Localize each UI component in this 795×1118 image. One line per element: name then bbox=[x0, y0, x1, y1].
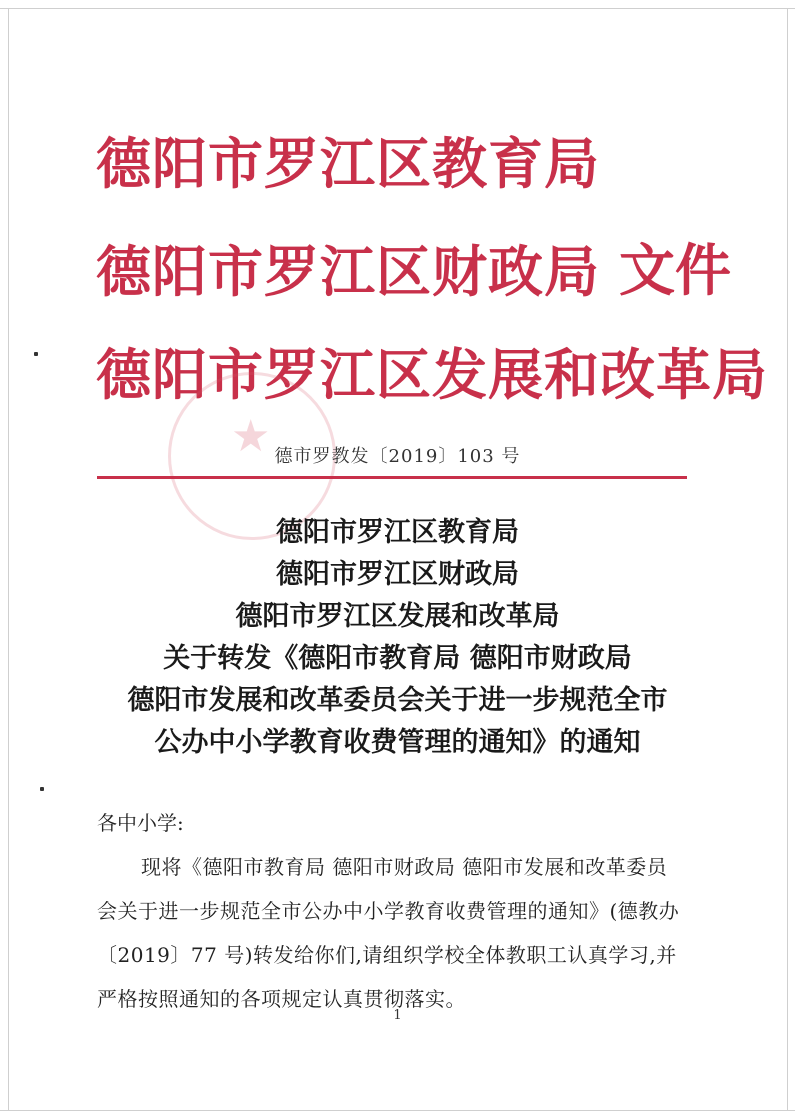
body-line-2: 会关于进一步规范全市公办中小学教育收费管理的通知》(德教办 bbox=[97, 899, 680, 923]
subject-line-6: 公办中小学教育收费管理的通知》的通知 bbox=[154, 727, 641, 758]
header-document-suffix: 文件 bbox=[619, 239, 731, 304]
header-issuer-education: 德阳市罗江区教育局 bbox=[96, 132, 601, 196]
header-issuer-finance: 德阳市罗江区财政局 bbox=[96, 240, 601, 304]
subject-line-3: 德阳市罗江区发展和改革局 bbox=[235, 601, 560, 632]
header-issuer-development: 德阳市罗江区发展和改革局 bbox=[96, 343, 769, 407]
body-line-1: 现将《德阳市教育局 德阳市财政局 德阳市发展和改革委员 bbox=[141, 855, 668, 879]
scan-speck bbox=[40, 787, 44, 791]
salutation: 各中小学: bbox=[97, 811, 184, 835]
body-line-4: 严格按照通知的各项规定认真贯彻落实。 bbox=[97, 987, 466, 1011]
document-number: 德市罗教发〔2019〕103 号 bbox=[274, 446, 521, 467]
subject-line-2: 德阳市罗江区财政局 bbox=[276, 559, 519, 590]
subject-line-1: 德阳市罗江区教育局 bbox=[276, 517, 519, 548]
scan-edge-bottom bbox=[0, 1110, 795, 1111]
scan-edge-top bbox=[0, 8, 795, 9]
subject-line-4: 关于转发《德阳市教育局 德阳市财政局 bbox=[163, 643, 632, 674]
seal-star-icon: ★ bbox=[231, 411, 271, 462]
page-number: 1 bbox=[393, 1008, 402, 1023]
subject-line-5: 德阳市发展和改革委员会关于进一步规范全市 bbox=[127, 685, 668, 716]
scan-speck bbox=[34, 352, 38, 356]
red-divider-rule bbox=[97, 476, 687, 479]
body-line-3: 〔2019〕77 号)转发给你们,请组织学校全体教职工认真学习,并 bbox=[97, 943, 677, 967]
